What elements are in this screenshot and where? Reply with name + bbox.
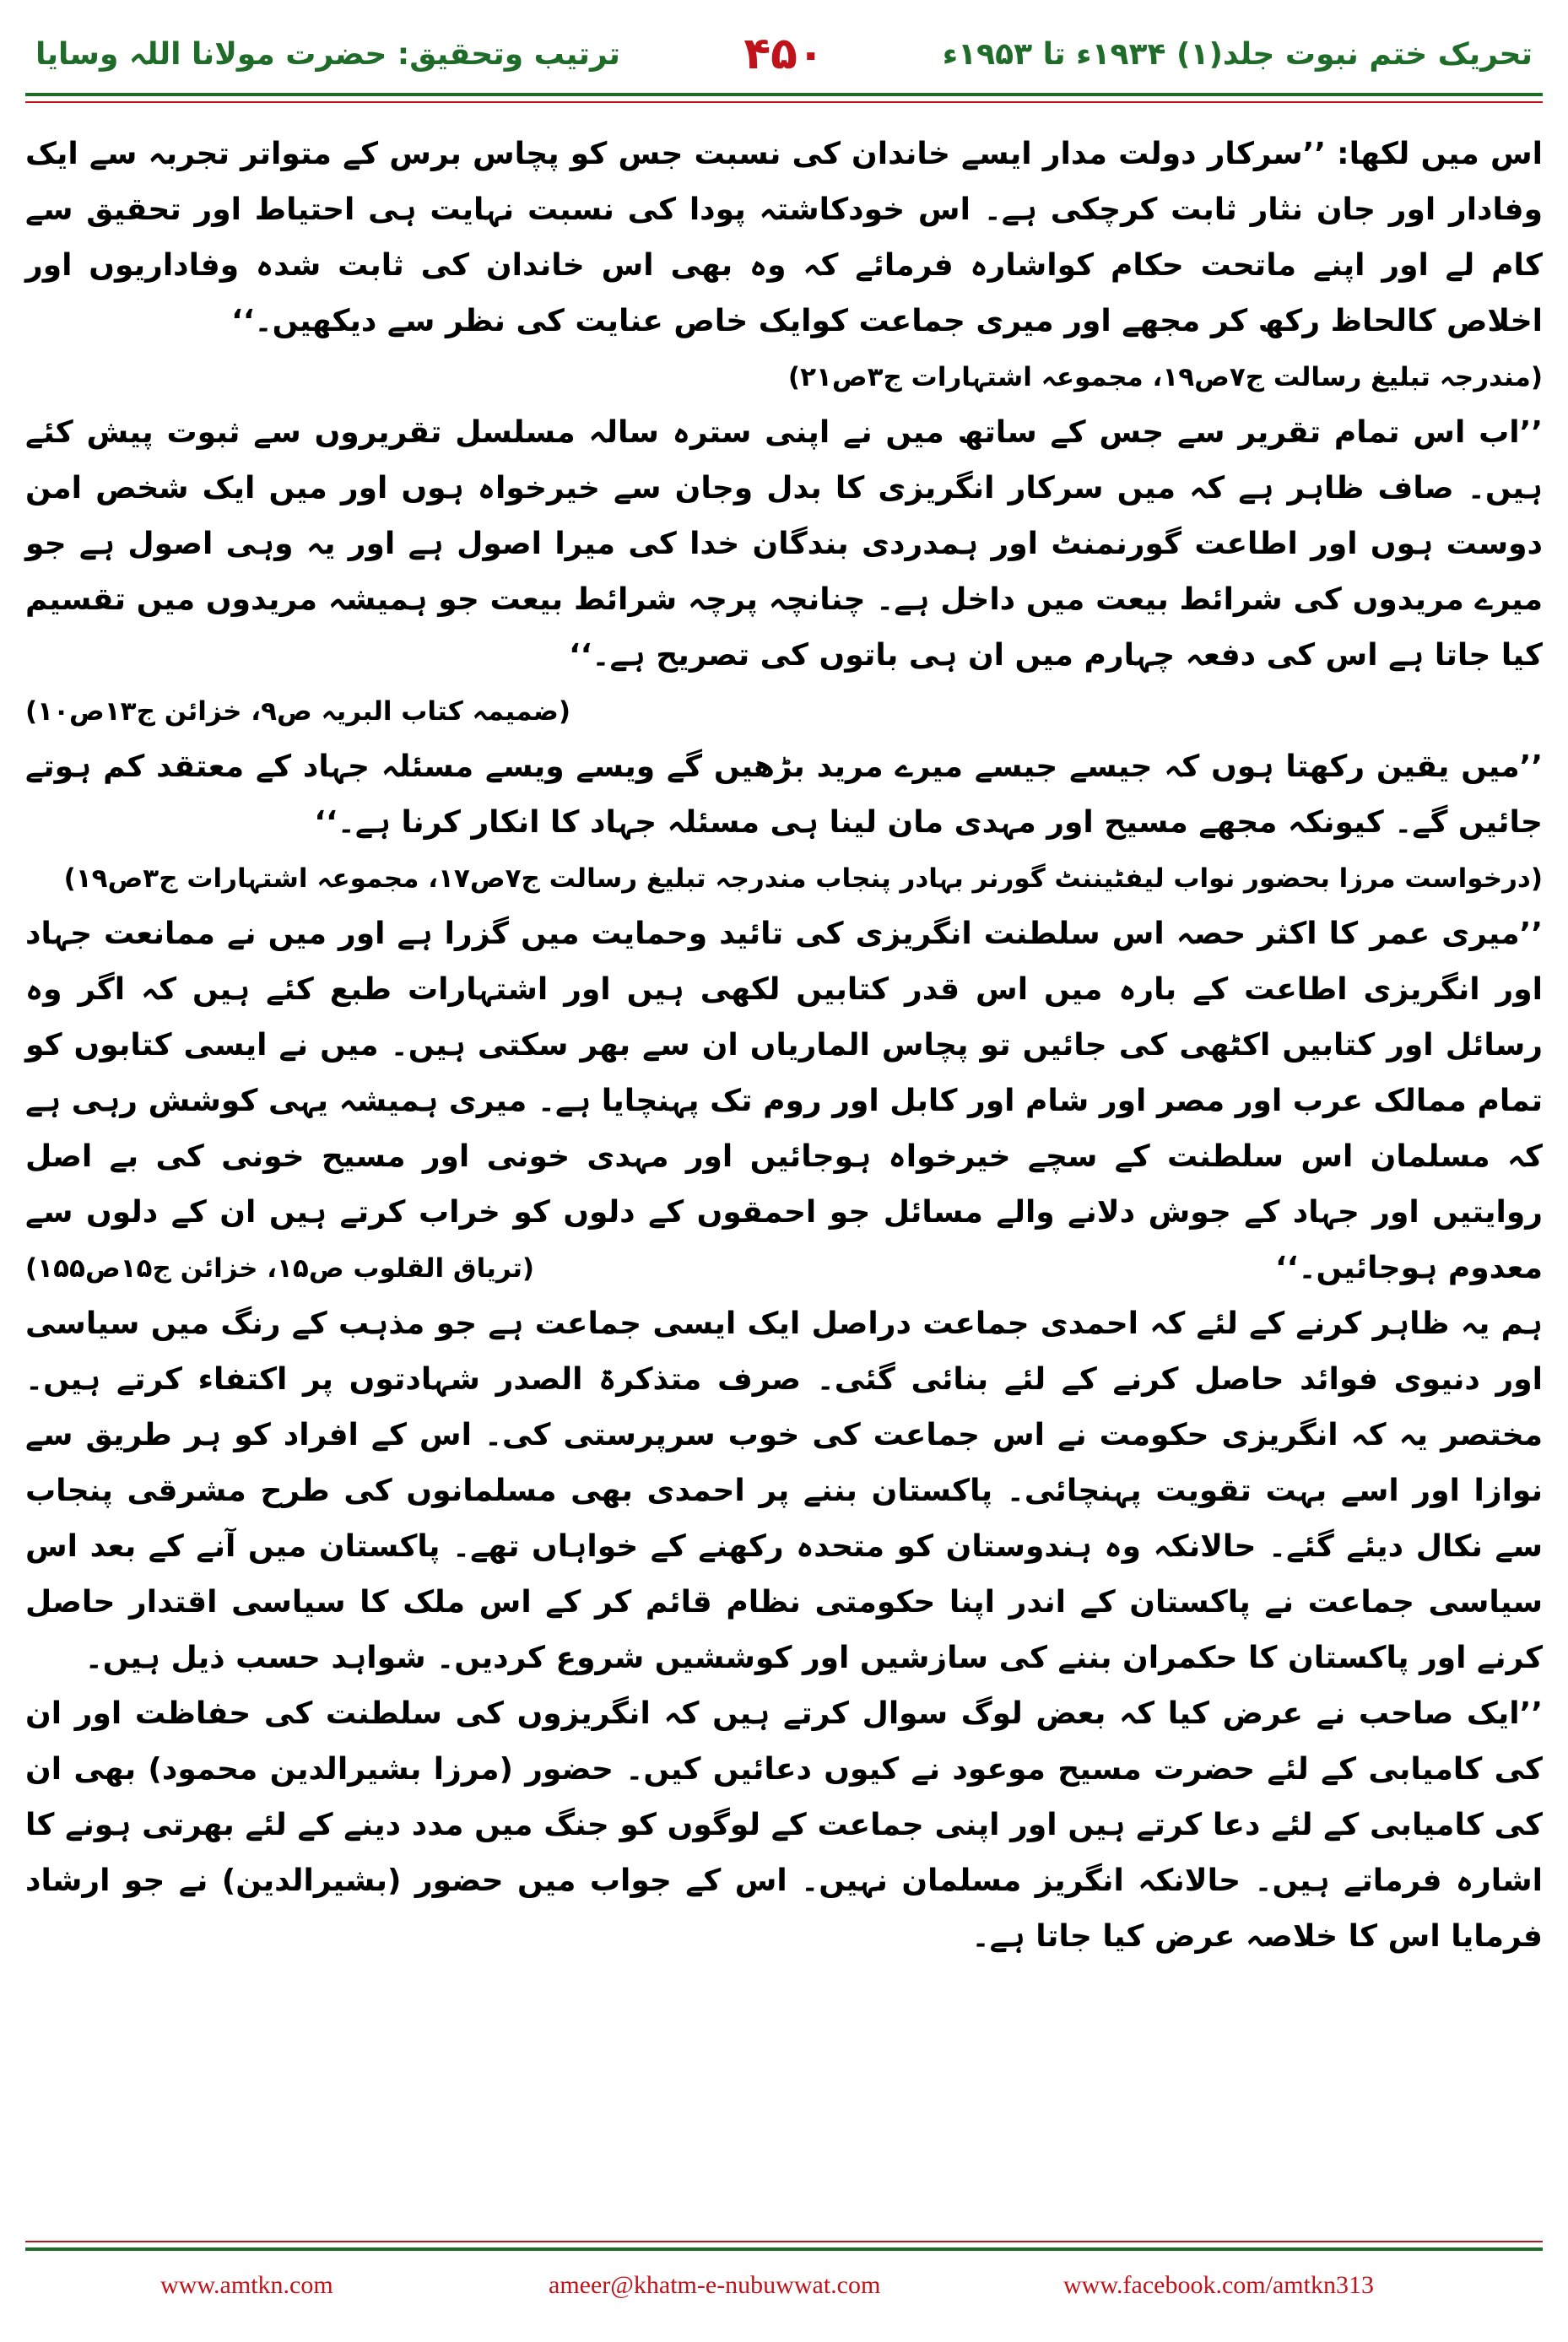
footer-rule-green — [25, 2247, 1543, 2251]
paragraph-6: ’’ایک صاحب نے عرض کیا کہ بعض لوگ سوال کرتے ہیں کہ انگریزوں کی سلطنت کی حفاظت اور ان کی کامیابی کے لئے حضرت مسیح موعود نے کیوں دعائیں کیں۔ حضور (مرزا بشیرالدین محمود) بھی ان کی کامیابی کے لئے دعا کرتے ہیں اور اپنی جماعت کے لوگوں کو جنگ میں مدد دینے کے لئے بھرتی ہونے کا اشارہ فرماتے ہیں۔ حالانکہ انگریز مسلمان نہیں۔ اس کے جواب میں حضور (بشیرالدین) نے جو ارشاد فرمایا اس کا خلاصہ عرض کیا جاتا ہے۔ — [25, 1696, 1543, 1954]
page-body — [25, 127, 1543, 2226]
paragraph-4-text: ’’میری عمر کا اکثر حصہ اس سلطنت انگریزی کی تائید وحمایت میں گزرا ہے اور میں نے ممانعت جہاد اور انگریزی اطاعت کے بارہ میں اس قدر کتابیں لکھی ہیں اور اشتہارات طبع کئے ہیں کہ اگر وہ رسائل اور کتابیں اکٹھی کی جائیں تو پچاس الماریاں ان سے بھر سکتی ہیں۔ میں نے ایسی کتابوں کو تمام ممالک عرب اور مصر اور شام اور کابل اور روم تک پہنچایا ہے۔ میری ہمیشہ یہی کوشش رہی ہے کہ مسلمان اس سلطنت کے سچے خیرخواہ ہوجائیں اور مہدی خونی اور مسیح خونی کی بے اصل روایتیں اور جہاد کے جوش دلانے والے مسائل جو احمقوں کے دلوں کو خراب کرتے ہیں ان کے دلوں سے معدوم ہوجائیں۔‘‘ — [25, 917, 1543, 1285]
citation-2: (ضمیمہ کتاب البریہ ص۹، خزائن ج۱۳ص۱۰) — [25, 696, 571, 727]
header-rule-green — [25, 93, 1543, 96]
page-footer — [0, 2241, 1568, 2342]
citation-3: (درخواست مرزا بحضور نواب لیفٹیننٹ گورنر بہادر پنجاب مندرجہ تبلیغ رسالت ج۷ص۱۷، مجموعہ اشتہارات ج۳ص۱۹) — [63, 863, 1543, 894]
citation-1: (مندرجہ تبلیغ رسالت ج۷ص۱۹، مجموعہ اشتہارات ج۳ص۲۱) — [787, 362, 1543, 392]
paragraph-2 — [25, 405, 1544, 727]
header-rule-red — [25, 101, 1543, 103]
citation-4: (تریاق القلوب ص۱۵، خزائن ج۱۵ص۱۵۵) — [25, 1253, 535, 1284]
paragraph-1: اس میں لکھا: ’’سرکار دولت مدار ایسے خاندان کی نسبت جس کو پچاس برس کے متواتر تجربہ سے ایک وفادار اور جان نثار ثابت کرچکی ہے۔ اس خودکاشتہ پودا کی نسبت نہایت ہی احتیاط اور تحقیق سے کام لے اور اپنے ماتحت حکام کواشارہ فرمائے کہ وہ بھی اس خاندان کی ثابت شدہ وفاداریوں اور اخلاص کالحاظ رکھ کر مجھے اور میری جماعت کوایک خاص عنایت کی نظر سے دیکھیں۔‘‘ — [25, 137, 1543, 338]
paragraph-3: ’’میں یقین رکھتا ہوں کہ جیسے جیسے میرے مرید بڑھیں گے ویسے ویسے مسئلہ جہاد کے معتقد کم ہوتے جائیں گے۔ کیونکہ مجھے مسیح اور مہدی مان لینا ہی مسئلہ جہاد کا انکار کرنا ہے۔‘‘ — [25, 749, 1544, 840]
page-number: ۴۵۰ — [743, 29, 825, 79]
facebook-link[interactable]: www.facebook.com/amtkn313 — [1063, 2271, 1374, 2299]
paragraph-4 — [25, 906, 1543, 1296]
website-link[interactable]: www.amtkn.com — [160, 2271, 333, 2299]
paragraph-5: ہم یہ ظاہر کرنے کے لئے کہ احمدی جماعت دراصل ایک ایسی جماعت ہے جو مذہب کے رنگ میں سیاسی اور دنیوی فوائد حاصل کرنے کے لئے بنائی گئی۔ صرف متذکرۃ الصدر شہادتوں پر اکتفاء کرتے ہیں۔ مختصر یہ کہ انگریزی حکومت نے اس جماعت کی خوب سرپرستی کی۔ اس کے افراد کو ہر طریق سے نوازا اور اسے بہت تقویت پہنچائی۔ پاکستان بننے پر احمدی بھی مسلمانوں کی طرح مشرقی پنجاب سے نکال دیئے گئے۔ حالانکہ وہ ہندوستان کو متحدہ رکھنے کے خواہاں تھے۔ پاکستان میں آنے کے بعد اس سیاسی جماعت نے پاکستان کے اندر اپنا حکومتی نظام قائم کر کے اس ملک کا سیاسی اقتدار حاصل کرنے اور پاکستان کا حکمران بننے کی سازشیں اور کوششیں شروع کردیں۔ شواہد حسب ذیل ہیں۔ — [25, 1306, 1543, 1675]
paragraph-2-text: ’’اب اس تمام تقریر سے جس کے ساتھ میں نے اپنی سترہ سالہ مسلسل تقریروں سے ثبوت پیش کئے ہیں۔ صاف ظاہر ہے کہ میں سرکار انگریزی کا بدل وجان سے خیرخواہ ہوں اور میں ایک شخص امن دوست ہوں اور اطاعت گورنمنٹ اور ہمدردی بندگان خدا کی میرا اصول ہے اور یہ وہی اصول ہے جو میرے مریدوں کی شرائط بیعت میں داخل ہے۔ چنانچہ پرچہ شرائط بیعت جو ہمیشہ مریدوں میں تقسیم کیا جاتا ہے اس کی دفعہ چہارم میں ان ہی باتوں کی تصریح ہے۔‘‘ — [25, 415, 1544, 673]
book-title: تحریک ختم نبوت جلد(۱) ۱۹۳۴ء تا ۱۹۵۳ء — [942, 37, 1533, 72]
email-link[interactable]: ameer@khatm-e-nubuwwat.com — [549, 2271, 881, 2299]
page-header — [0, 0, 1568, 127]
compiler-credit: ترتیب وتحقیق: حضرت مولانا اللہ وسایا — [35, 37, 620, 72]
footer-rule-red — [25, 2241, 1543, 2242]
